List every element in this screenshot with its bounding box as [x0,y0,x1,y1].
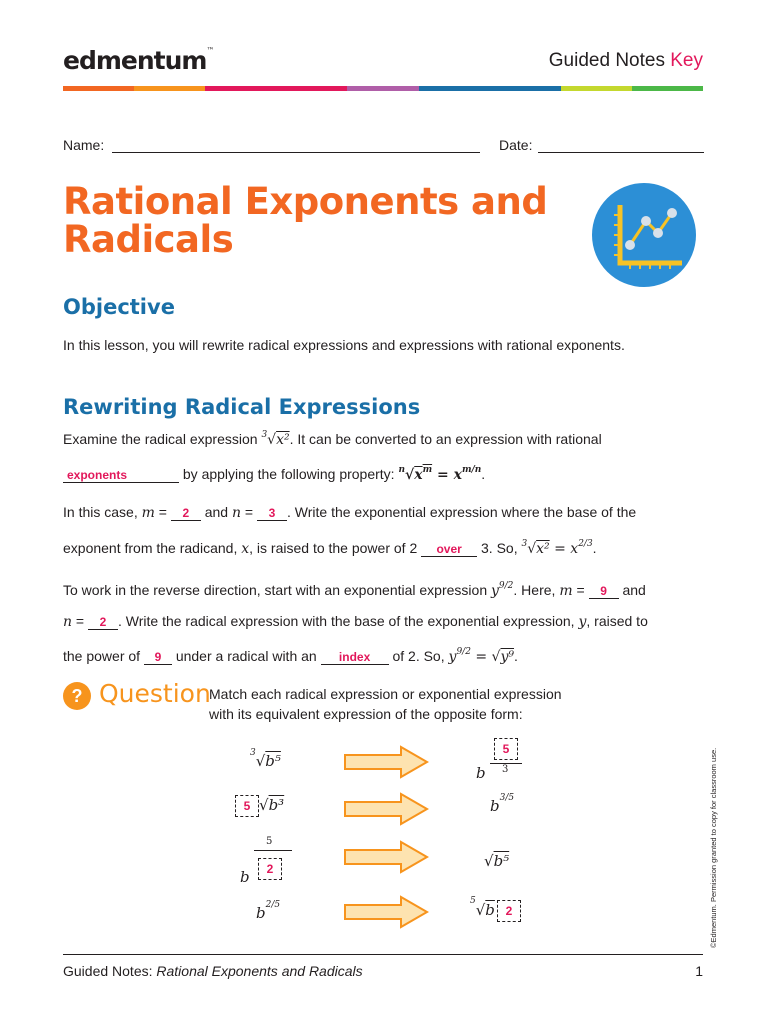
question-icon: ? [63,682,91,710]
page-title: Rational Exponents and Radicals [63,180,548,261]
answer-box-3[interactable]: 5 [494,738,518,760]
name-field[interactable] [112,137,480,153]
answer-exponents: exponents [63,468,179,483]
paragraph-line-7: the power of 9 under a radical with an index of 2. So, $y^{9/2} = √y^9$. [63,647,518,665]
answer-n2: 2 [88,615,118,630]
footer-text: Guided Notes: Rational Exponents and Radicals [63,963,363,979]
answer-box-4[interactable]: 2 [497,900,521,922]
chart-icon [592,183,696,287]
objective-heading: Objective [63,295,175,319]
answer-box-1[interactable]: 5 [235,795,259,817]
footer-divider [63,954,703,955]
stripe-segment [134,86,205,91]
edmentum-logo: edmentum™ [63,46,214,75]
left-expr-3: 5 b 2 [240,836,292,886]
right-expr-1: 5 3 b [476,738,528,784]
date-field[interactable] [538,137,704,153]
copyright-note: ©Edmentum. Permission granted to copy for classroom use. [709,747,718,948]
answer-power: 9 [144,650,172,665]
right-expr-4: $^5$√b 2 [470,900,521,922]
paragraph-line-5: To work in the reverse direction, start with an exponential expression $y^{9/2}$. Here, m = 9 and [63,581,646,599]
answer-box-2[interactable]: 2 [258,858,282,880]
key-label: Key [670,50,703,71]
answer-m2: 9 [589,584,619,599]
stripe-segment [490,86,561,91]
stripe-segment [561,86,632,91]
stripe-segment [205,86,276,91]
paragraph-line-6: n = 2 . Write the radical expression with the base of the exponential expression, y, raised to [63,613,648,630]
left-expr-2: 5 √b³ [235,795,284,817]
page-number: 1 [695,963,703,979]
arrow-icon [343,792,430,826]
section-heading: Rewriting Radical Expressions [63,395,421,419]
answer-index: index [321,650,389,665]
answer-m: 2 [171,506,201,521]
answer-over: over [421,542,477,557]
stripe-segment [276,86,347,91]
question-text: Match each radical expression or exponential expression with its equivalent expression of the opposite form: [209,686,562,722]
stripe-segment [347,86,418,91]
objective-text: In this lesson, you will rewrite radical expressions and expressions with rational exponents. [63,337,625,353]
paragraph-line-1: Examine the radical expression $^3$√x². It can be converted to an expression with rational [63,430,602,448]
paragraph-line-3: In this case, m = 2 and n = 3 . Write the exponential expression where the base of the [63,504,637,521]
stripe-segment [632,86,703,91]
right-expr-3: √b⁵ [484,852,510,870]
arrow-icon [343,840,430,874]
left-expr-1: $^3$√b⁵ [250,748,281,770]
arrow-icon [343,745,430,779]
date-label: Date: [499,137,533,153]
left-expr-4: $b^{2/5}$ [256,900,281,922]
paragraph-line-2: exponents by applying the following property: $^n√x^m = x^{m/n}$. [63,465,485,484]
stripe-segment [63,86,134,91]
paragraph-line-4: exponent from the radicand, x, is raised to the power of 2 over 3. So, $^3√x^2 = x^{2/3}$. [63,539,597,557]
arrow-icon [343,895,430,929]
question-label: Question [99,679,211,708]
right-expr-2: $b^{3/5}$ [490,793,515,815]
guided-notes-label: Guided Notes Key [548,50,703,71]
color-stripe-bar [63,86,703,91]
name-label: Name: [63,137,105,153]
stripe-segment [419,86,490,91]
answer-n: 3 [257,506,287,521]
